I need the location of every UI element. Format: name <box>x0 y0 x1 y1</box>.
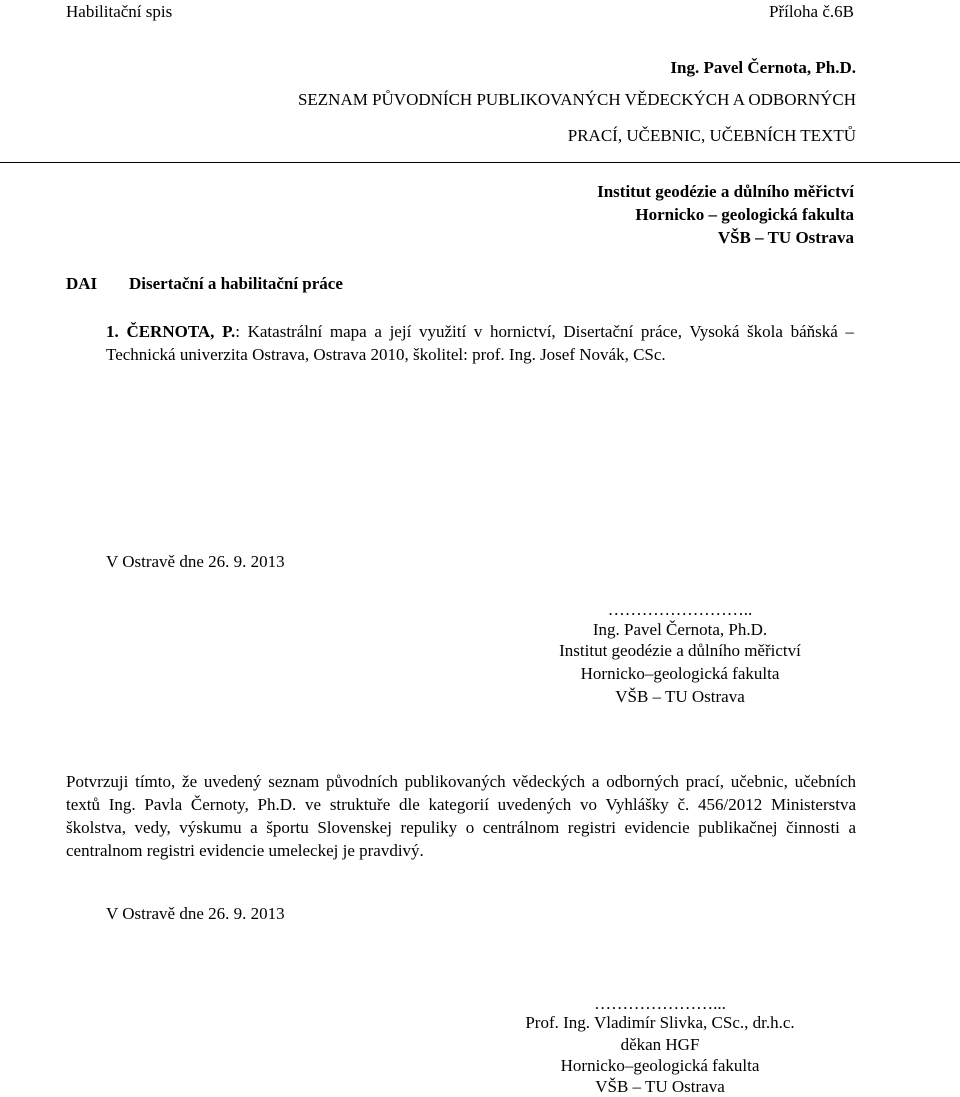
section-code: DAI <box>66 274 98 293</box>
document-title-line2: PRACÍ, UČEBNIC, UČEBNÍCH TEXTŮ <box>567 126 856 145</box>
signature2-role: děkan HGF <box>620 1035 700 1054</box>
signature1-dots: …………………….. <box>607 600 753 619</box>
signature2-line2: VŠB – TU Ostrava <box>595 1077 725 1096</box>
signature2-dots: …………………... <box>594 994 726 1013</box>
entry-number: 1. <box>106 322 119 341</box>
document-title-line1: SEZNAM PŮVODNÍCH PUBLIKOVANÝCH VĚDECKÝCH A ODBORNÝCH <box>297 90 856 109</box>
signature1-line3: VŠB – TU Ostrava <box>615 687 745 706</box>
institution-line2: Hornicko – geologická fakulta <box>635 205 854 224</box>
institution-line1: Institut geodézie a důlního měřictví <box>597 182 854 201</box>
entry-author: ČERNOTA, P. <box>126 322 236 341</box>
signature2-name: Prof. Ing. Vladimír Slivka, CSc., dr.h.c. <box>525 1013 795 1032</box>
section-name: Disertační a habilitační práce <box>129 274 343 293</box>
signature1-date: V Ostravě dne 26. 9. 2013 <box>106 552 285 571</box>
author-name: Ing. Pavel Černota, Ph.D. <box>670 58 856 77</box>
header-right: Příloha č.6B <box>769 2 854 21</box>
signature1-line2: Hornicko–geologická fakulta <box>580 664 780 683</box>
signature1-name: Ing. Pavel Černota, Ph.D. <box>592 620 768 639</box>
confirmation-paragraph: Potvrzuji tímto, že uvedený seznam původních publikovaných vědeckých a odborných prací, učebnic, učebních textů Ing. Pavla Černoty, Ph.D. ve struktuře dle kategorií uvedených vo Vyhlášky č. 456/2012 Ministerstva školstva, vedy, výskumu a športu Slovenskej repuliky o centrálnom registri evidencie publikačnej činnosti a centralnom registri evidencie umeleckej je pravdivý. <box>66 772 856 860</box>
header-left: Habilitační spis <box>66 2 173 21</box>
entry-text: : Katastrální mapa a její využití v hornictví, Disertační práce, Vysoká škola báňská – Technická univerzita Ostrava, Ostrava 2010, školitel: prof. Ing. Josef Novák, CSc. <box>106 322 855 364</box>
list-item <box>106 320 854 366</box>
signature2-date: V Ostravě dne 26. 9. 2013 <box>106 904 285 923</box>
signature2-line1: Hornicko–geologická fakulta <box>560 1056 760 1075</box>
institution-line3: VŠB – TU Ostrava <box>717 228 854 247</box>
signature1-line1: Institut geodézie a důlního měřictví <box>559 641 801 660</box>
header-rule <box>0 162 960 163</box>
